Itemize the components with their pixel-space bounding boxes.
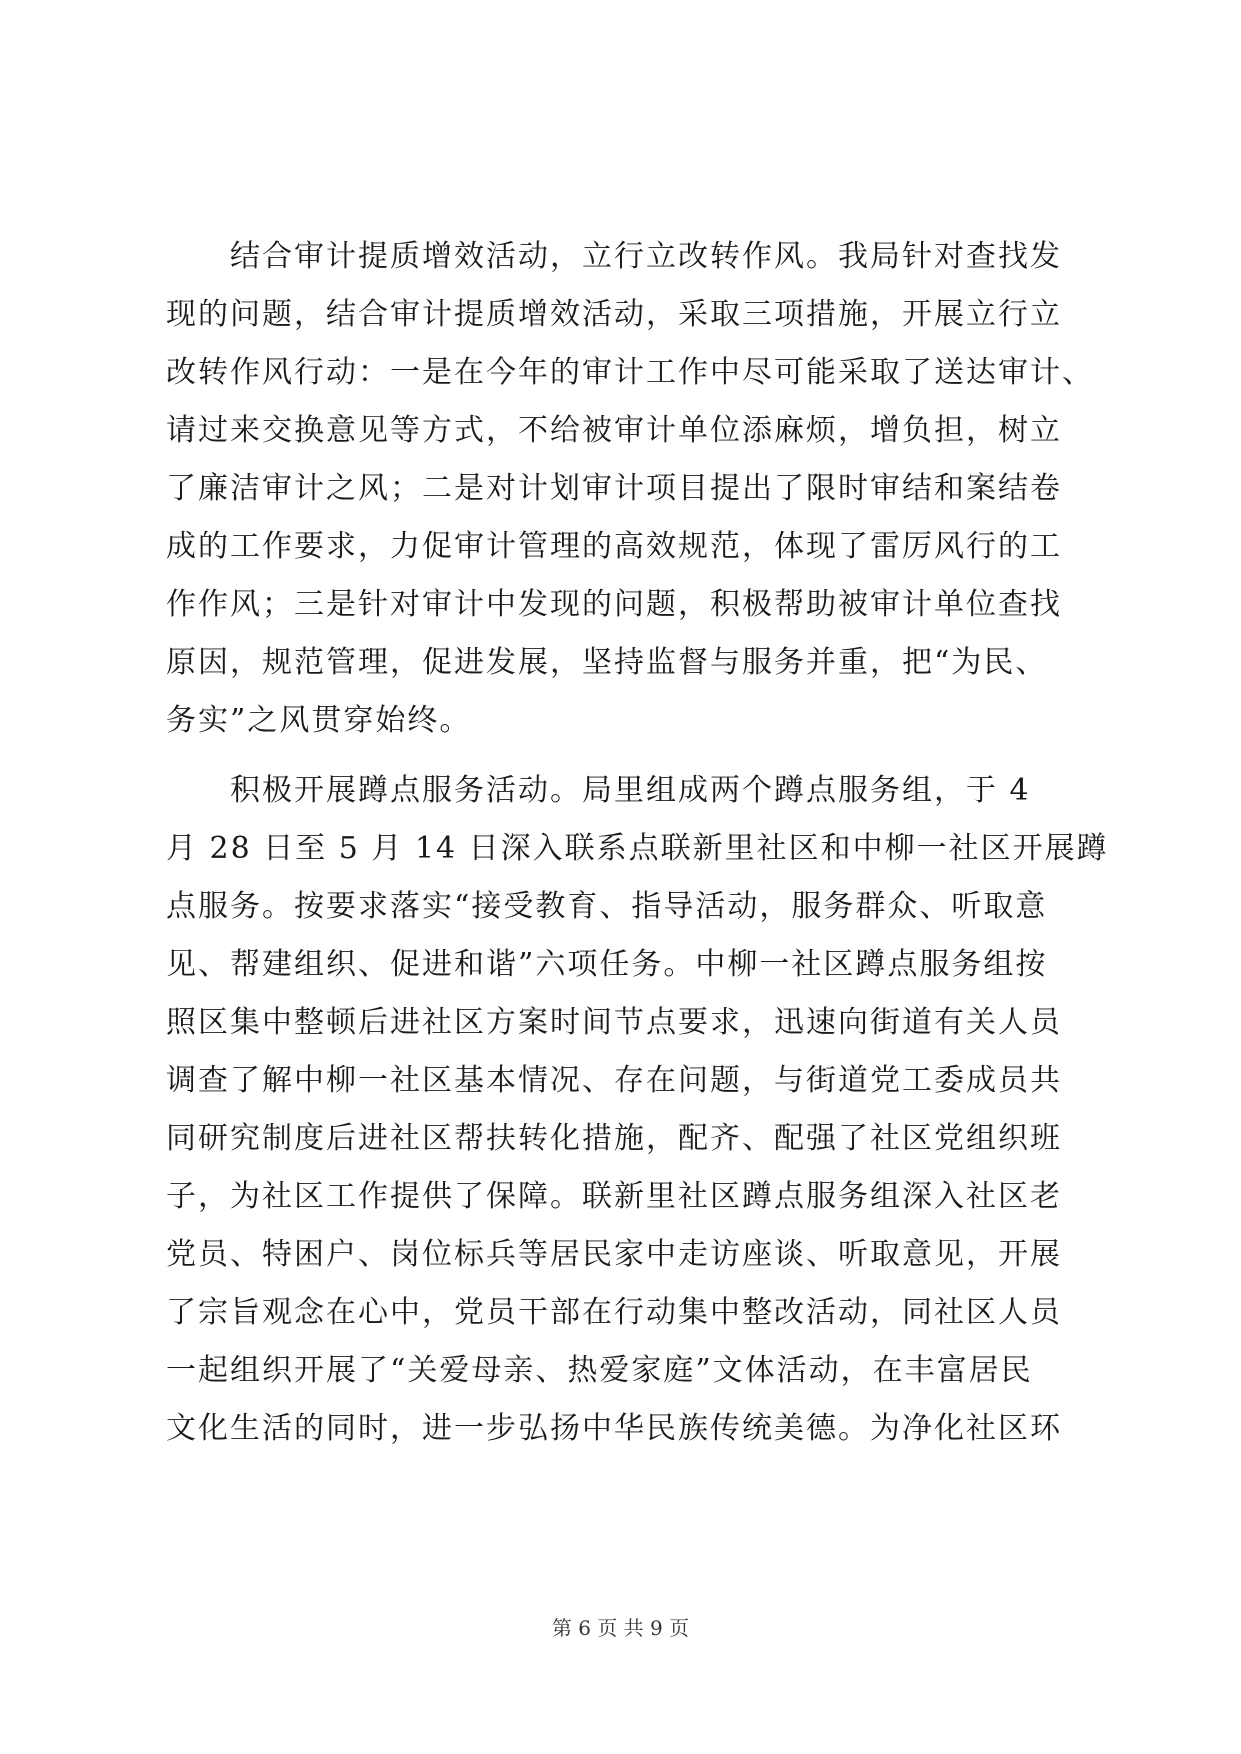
text-line: 文化生活的同时，进一步弘扬中华民族传统美德。为净化社区环: [166, 1411, 1062, 1446]
page-number-footer: 第 6 页 共 9 页: [551, 1616, 690, 1640]
text-line: 党员、特困户、岗位标兵等居民家中走访座谈、听取意见，开展: [166, 1237, 1062, 1272]
text-line: 月 28 日至 5 月 14 日深入联系点联新里社区和中柳一社区开展蹲: [166, 831, 1109, 866]
text-line: 照区集中整顿后进社区方案时间节点要求，迅速向街道有关人员: [166, 1005, 1062, 1040]
text-line: 点服务。按要求落实“接受教育、指导活动，服务群众、听取意: [166, 889, 1048, 924]
text-line: 了宗旨观念在心中，党员干部在行动集中整改活动，同社区人员: [166, 1295, 1062, 1330]
text-line: 见、帮建组织、促进和谐”六项任务。中柳一社区蹲点服务组按: [166, 947, 1048, 982]
text-line: 调查了解中柳一社区基本情况、存在问题，与街道党工委成员共: [166, 1063, 1062, 1098]
paragraph-gap: [166, 750, 1086, 762]
text-line: 请过来交换意见等方式，不给被审计单位添麻烦，增负担，树立: [166, 413, 1062, 448]
paragraph-community-service: [166, 762, 1109, 1458]
text-line: 子，为社区工作提供了保障。联新里社区蹲点服务组深入社区老: [166, 1179, 1062, 1214]
document-body: [166, 228, 1109, 1458]
text-line: 作作风；三是针对审计中发现的问题，积极帮助被审计单位查找: [166, 587, 1062, 622]
text-line: 成的工作要求，力促审计管理的高效规范，体现了雷厉风行的工: [166, 529, 1062, 564]
paragraph-audit-efficiency: [166, 228, 1094, 750]
text-line: 改转作风行动：一是在今年的审计工作中尽可能采取了送达审计、: [166, 355, 1094, 390]
text-line: 了廉洁审计之风；二是对计划审计项目提出了限时审结和案结卷: [166, 471, 1062, 506]
text-line: 积极开展蹲点服务活动。局里组成两个蹲点服务组，于 4: [230, 773, 1031, 808]
text-line: 同研究制度后进社区帮扶转化措施，配齐、配强了社区党组织班: [166, 1121, 1062, 1156]
text-line: 现的问题，结合审计提质增效活动，采取三项措施，开展立行立: [166, 297, 1062, 332]
text-line: 原因，规范管理，促进发展，坚持监督与服务并重，把“为民、: [166, 645, 1048, 680]
text-line: 结合审计提质增效活动，立行立改转作风。我局针对查找发: [230, 239, 1062, 274]
text-line: 一起组织开展了“关爱母亲、热爱家庭”文体活动，在丰富居民: [166, 1353, 1033, 1388]
text-line: 务实”之风贯穿始终。: [166, 703, 472, 738]
